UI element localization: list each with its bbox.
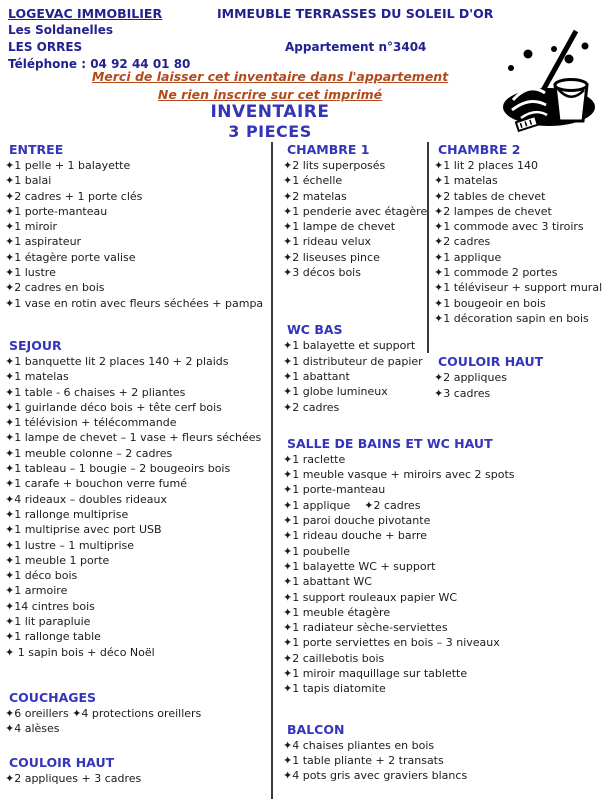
inventory-item: ✦1 rallonge table <box>5 630 101 644</box>
section-title: COULOIR HAUT <box>438 354 544 370</box>
inventory-item: ✦1 applique <box>434 250 502 264</box>
notice-line-2-text: Ne rien inscrire sur cet imprimé <box>157 87 383 102</box>
inventory-item: ✦1 vase en rotin avec fleurs séchées + pampa <box>5 296 264 310</box>
inventory-item: ✦1 balayette et support <box>283 339 416 353</box>
section-title: BALCON <box>287 721 345 737</box>
inventory-item: ✦1 rideau velux <box>283 235 372 249</box>
inventory-item: ✦1 lampe de chevet – 1 vase + fleurs séchées <box>5 431 262 445</box>
inventory-item: ✦1 support rouleaux papier WC <box>283 590 458 604</box>
inventory-item: ✦2 liseuses pince <box>283 250 380 264</box>
inventory-item: ✦1 aspirateur <box>5 235 82 249</box>
inventory-item: ✦1 lustre – 1 multiprise <box>5 538 134 552</box>
residence-name: Les Soldanelles <box>8 23 113 37</box>
inventory-item: ✦1 meuble étagère <box>283 605 391 619</box>
column-left <box>5 142 270 786</box>
section-items <box>283 738 483 784</box>
page-title: INVENTAIRE <box>210 102 330 122</box>
inventory-item: ✦1 applique ✦2 cadres <box>283 498 421 512</box>
inventory-item: ✦1 porte-manteau <box>283 483 386 497</box>
agency-name: LOGEVAC IMMOBILIER <box>8 6 163 21</box>
inventory-item: ✦6 oreillers ✦4 protections oreillers <box>5 706 202 720</box>
inventory-item: ✦3 cadres <box>434 386 491 400</box>
inventory-item: ✦1 lit 2 places 140 <box>434 159 538 172</box>
inventory-item: ✦2 lits superposés <box>283 159 386 172</box>
inventory-item: ✦1 raclette <box>283 452 346 466</box>
inventory-item: ✦1 rallonge multiprise <box>5 507 129 521</box>
inventory-item: ✦1 décoration sapin en bois <box>434 311 589 325</box>
inventory-item: ✦1 miroir <box>5 220 58 234</box>
section-items <box>5 706 270 737</box>
section-balcon <box>283 722 483 784</box>
inventory-item: ✦1 meuble colonne – 2 cadres <box>5 446 173 460</box>
section-title: COULOIR HAUT <box>9 754 115 770</box>
inventory-item: ✦1 commode 2 portes <box>434 266 558 280</box>
inventory-item: ✦1 armoire <box>5 584 68 598</box>
inventory-item: ✦1 balai <box>5 174 52 188</box>
inventory-item: ✦1 lustre <box>5 266 56 280</box>
inventory-item: ✦1 multiprise avec port USB <box>5 523 162 537</box>
section-items <box>434 370 610 401</box>
inventory-item: ✦1 paroi douche pivotante <box>283 514 431 528</box>
apartment-number: Appartement n°3404 <box>285 40 427 54</box>
inventory-item: ✦1 matelas <box>434 174 498 188</box>
section-items <box>5 158 270 311</box>
inventory-item: ✦2 tables de chevet <box>434 189 546 203</box>
inventory-item: ✦1 abattant <box>283 369 350 383</box>
phone-number: Téléphone : 04 92 44 01 80 <box>8 57 191 71</box>
section-title: WC BAS <box>287 322 343 338</box>
inventory-item: ✦1 pelle + 1 balayette <box>5 159 131 172</box>
inventory-item: ✦1 télévision + télécommande <box>5 416 177 430</box>
inventory-item: ✦1 lampe de chevet <box>283 220 396 234</box>
section-salle-de-bains <box>283 435 515 697</box>
inventory-item: ✦1 carafe + bouchon verre fumé <box>5 477 187 491</box>
inventory-item: ✦1 miroir maquillage sur tablette <box>283 667 468 681</box>
inventory-item: ✦1 lit parapluie <box>5 615 91 629</box>
city-name: LES ORRES <box>8 40 83 54</box>
section-title: ENTREE <box>9 142 64 157</box>
section-chambre-2 <box>434 142 610 326</box>
inventory-item: ✦2 cadres + 1 porte clés <box>5 189 143 203</box>
inventory-item: ✦1 porte-manteau <box>5 204 108 218</box>
inventory-item: ✦1 téléviseur + support mural <box>434 281 603 295</box>
inventory-item: ✦1 poubelle <box>283 544 351 558</box>
section-entree <box>5 142 270 311</box>
inventory-item: ✦4 chaises pliantes en bois <box>283 738 435 752</box>
inventory-item: ✦4 alèses <box>5 722 60 736</box>
section-items <box>5 771 270 786</box>
inventory-item: ✦1 banquette lit 2 places 140 + 2 plaids <box>5 354 229 368</box>
inventory-item: ✦1 abattant WC <box>283 575 372 589</box>
inventory-item: ✦1 tapis diatomite <box>283 682 386 696</box>
inventory-item: ✦2 cadres <box>434 235 491 249</box>
inventory-item: ✦2 lampes de chevet <box>434 204 552 218</box>
column-divider-left <box>271 142 273 799</box>
section-title: CHAMBRE 2 <box>438 142 521 157</box>
inventory-item: ✦1 balayette WC + support <box>283 559 436 573</box>
section-title: CHAMBRE 1 <box>287 142 370 157</box>
notice-line-2 <box>0 87 540 102</box>
inventory-item: ✦2 caillebotis bois <box>283 651 385 665</box>
inventory-item: ✦4 pots gris avec graviers blancs <box>283 769 468 783</box>
notice-line-1 <box>0 69 540 84</box>
inventory-item: ✦1 porte serviettes en bois – 3 niveaux <box>283 636 500 650</box>
section-couloir-haut <box>434 354 610 401</box>
section-items <box>434 158 610 326</box>
inventory-item: ✦1 commode avec 3 tiroirs <box>434 220 584 234</box>
inventory-item: ✦1 étagère porte valise <box>5 250 136 264</box>
column-right <box>434 142 610 401</box>
inventory-item: ✦2 matelas <box>283 189 347 203</box>
mop-and-bucket-icon <box>497 28 597 135</box>
section-couloir-haut-bas <box>5 755 270 786</box>
inventory-item: ✦1 table - 6 chaises + 2 pliantes <box>5 385 186 399</box>
inventory-item: ✦1 radiateur sèche-serviettes <box>283 621 448 635</box>
inventory-item: ✦2 cadres <box>283 400 340 414</box>
inventory-item: ✦4 rideaux – doubles rideaux <box>5 492 168 506</box>
inventory-item: ✦1 échelle <box>283 174 343 188</box>
inventory-item: ✦1 bougeoir en bois <box>434 296 546 310</box>
inventory-item: ✦14 cintres bois <box>5 599 95 613</box>
inventory-item: ✦1 rideau douche + barre <box>283 529 428 543</box>
section-couchages <box>5 690 270 737</box>
inventory-item: ✦1 distributeur de papier <box>283 354 423 368</box>
inventory-item: ✦1 déco bois <box>5 569 78 583</box>
building-name: IMMEUBLE TERRASSES DU SOLEIL D'OR <box>217 6 494 21</box>
section-title: SALLE DE BAINS ET WC HAUT <box>287 435 493 451</box>
section-sejour <box>5 338 270 660</box>
page-subtitle: 3 PIECES <box>228 122 312 141</box>
inventory-item: ✦1 matelas <box>5 370 69 384</box>
inventory-item: ✦2 cadres en bois <box>5 281 105 295</box>
inventory-item: ✦1 penderie avec étagère <box>283 204 428 218</box>
inventory-item: ✦1 guirlande déco bois + tête cerf bois <box>5 400 222 414</box>
section-items <box>283 452 515 697</box>
inventory-item: ✦1 meuble 1 porte <box>5 553 110 567</box>
notice-line-1-text: Merci de laisser cet inventaire dans l'appartement <box>91 69 449 84</box>
inventory-item: ✦ 1 sapin bois + déco Noël <box>5 645 155 659</box>
inventory-item: ✦1 meuble vasque + miroirs avec 2 spots <box>283 468 515 482</box>
inventory-item: ✦2 appliques <box>434 371 507 385</box>
section-title: SEJOUR <box>9 337 62 353</box>
inventory-item: ✦2 appliques + 3 cadres <box>5 771 142 785</box>
inventory-item: ✦1 table pliante + 2 transats <box>283 753 444 767</box>
section-items <box>5 354 270 660</box>
inventory-item: ✦3 décos bois <box>283 266 361 280</box>
inventory-item: ✦1 globe lumineux <box>283 385 388 399</box>
section-title: COUCHAGES <box>9 689 97 705</box>
inventory-item: ✦1 tableau – 1 bougie – 2 bougeoirs bois <box>5 462 231 476</box>
